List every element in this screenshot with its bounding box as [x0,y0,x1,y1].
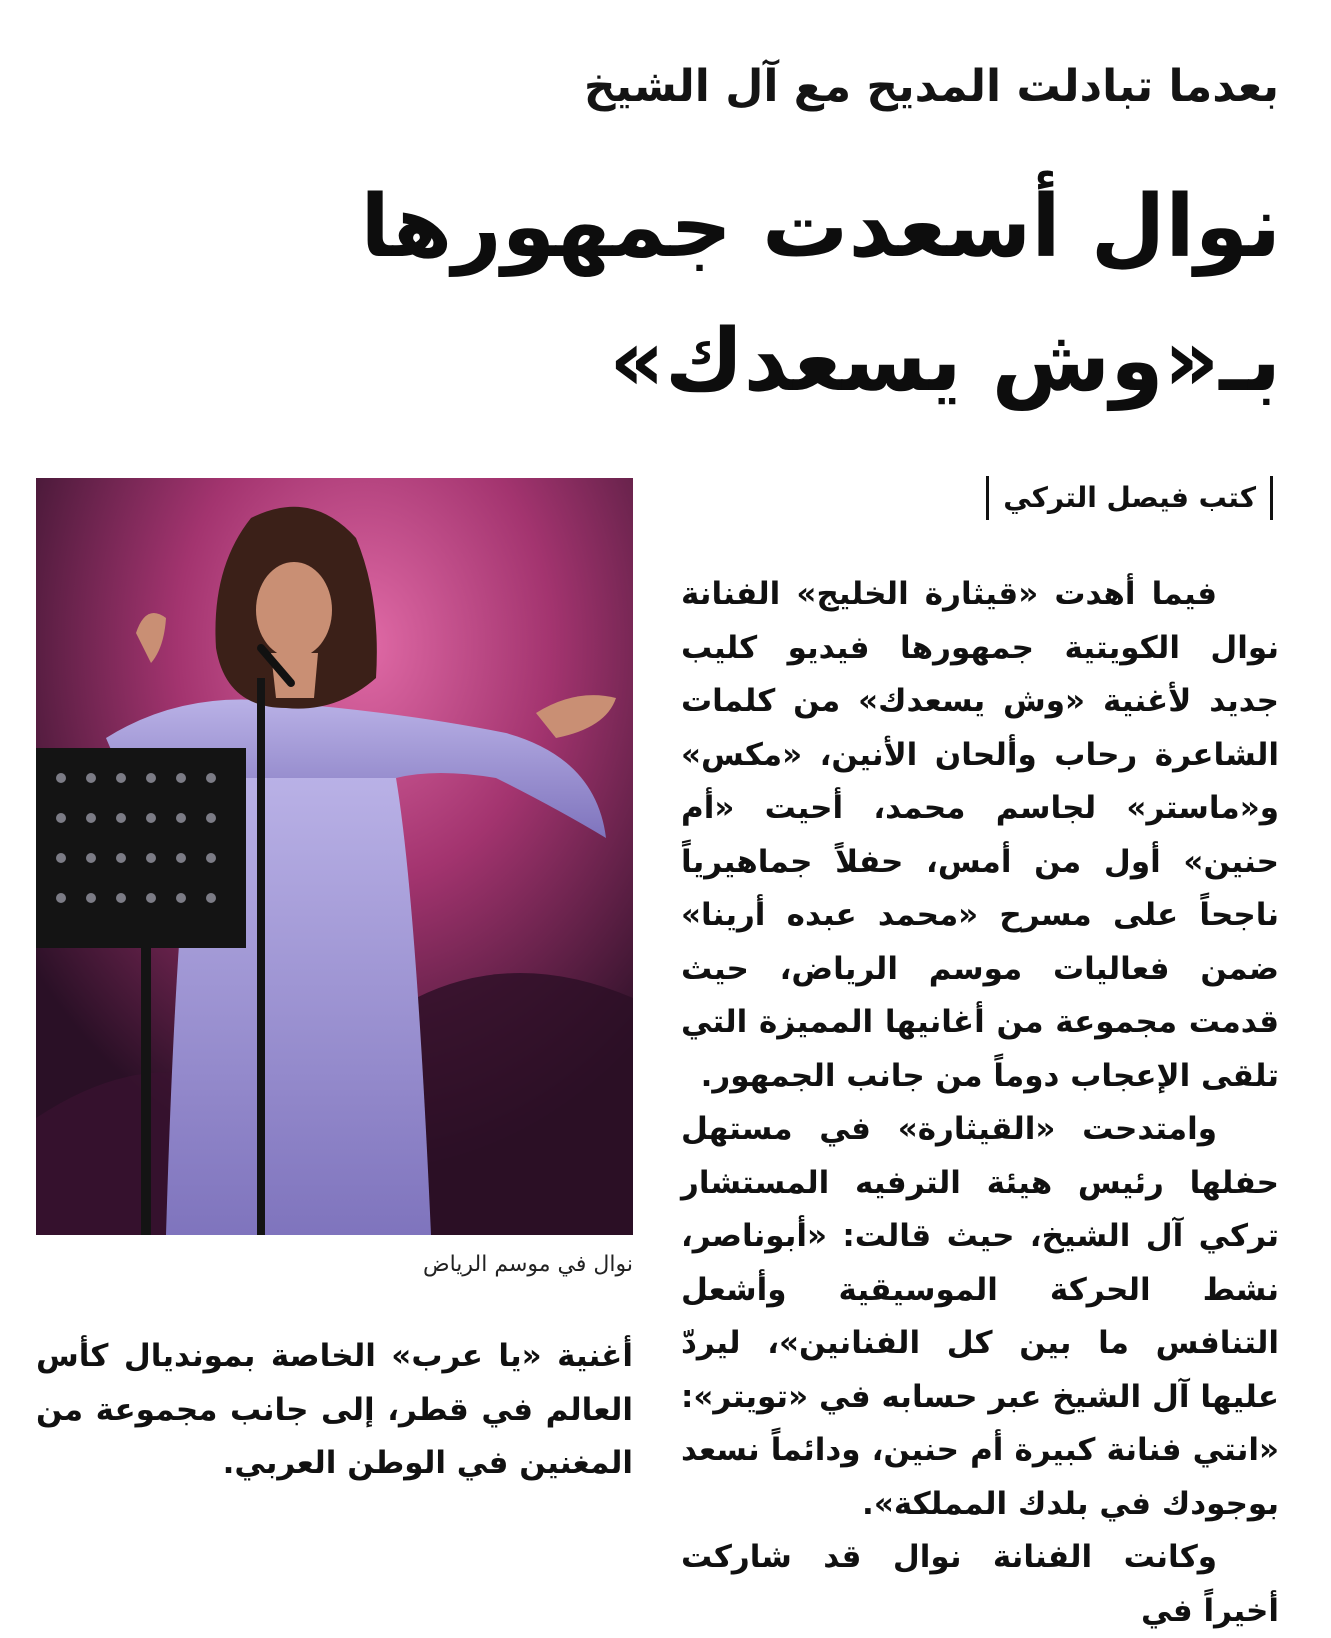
article-body-left-column [36,1330,633,1491]
article-headline [51,160,1281,428]
article-paragraph-continued: أغنية «يا عرب» الخاصة بمونديال كأس العالم في قطر، إلى جانب مجموعة من المغنين في الوطن العربي. [36,1338,633,1481]
article-paragraph: فيما أهدت «قيثارة الخليج» الفنانة نوال الكويتية جمهورها فيديو كليب جديد لأغنية «وش يسعدك» من كلمات الشاعرة رحاب وألحان الأنين، «مكس» و«ماستر» لجاسم محمد، أحيت «أم حنين» أول من أمس، حفلاً جماهيرياً ناجحاً على مسرح «محمد عبده أرينا» ضمن فعاليات موسم الرياض، حيث قدمت مجموعة من أغانيها المميزة التي تلقى الإعجاب دوماً من جانب الجمهور. [681,576,1279,1094]
article-byline: كتب فيصل التركي [986,476,1273,520]
article-body-right-column [681,568,1279,1638]
photo-caption: نوال في موسم الرياض [422,1252,633,1277]
performer-photo [36,478,633,1235]
article-kicker: بعدما تبادلت المديح مع آل الشيخ [583,61,1279,112]
article-paragraph: وامتدحت «القيثارة» في مستهل حفلها رئيس هيئة الترفيه المستشار تركي آل الشيخ، حيث قالت: «أبوناصر، نشط الحركة الموسيقية وأشعل التنافس ما بين كل الفنانين»، ليردّ عليها آل الشيخ عبر حسابه في «تويتر»: «انتي فنانة كبيرة أم حنين، ودائماً نسعد بوجودك في بلدك المملكة». [681,1111,1279,1522]
headline-line-1: نوال أسعدت جمهورها [360,177,1281,277]
article-paragraph: وكانت الفنانة نوال قد شاركت أخيراً في [681,1539,1279,1629]
performer-illustration [36,478,633,1235]
headline-line-2: بـ«وش يسعدك» [609,311,1281,411]
